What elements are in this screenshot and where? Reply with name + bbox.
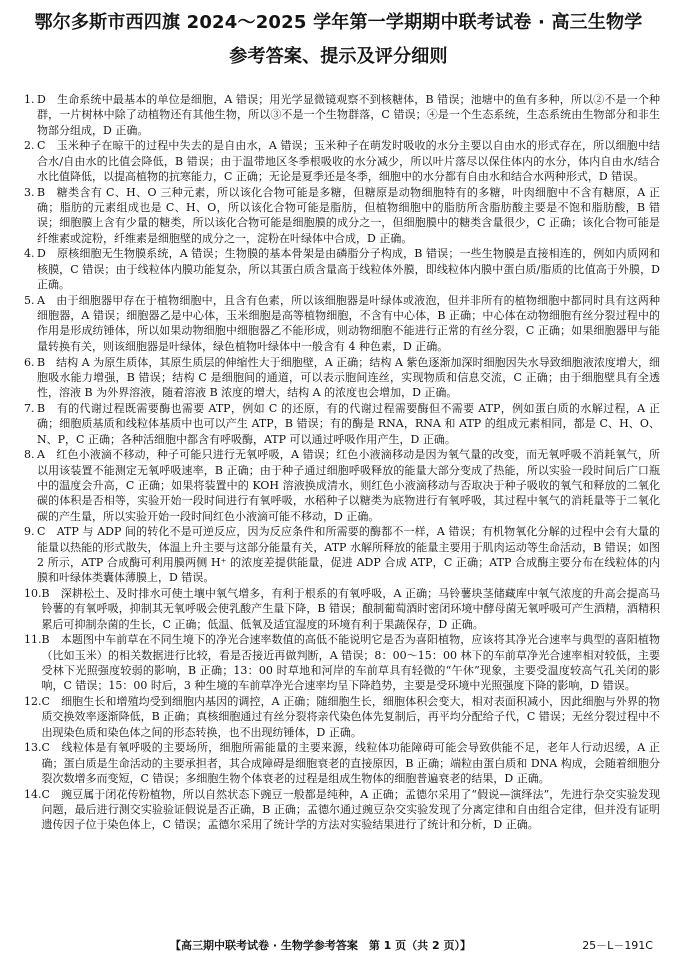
answer-explanation: A 由于细胞器甲存在于植物细胞中，且含有色素，所以该细胞器是叶绿体或液泡，但并非所有的植物细胞中都同时具有这两种细胞器，A 错误；细胞器乙是中心体，玉米细胞是高等植物细胞，不含有中心体，B 正确；中心体在动物细胞有丝分裂过程中的作用是形成纺锤体，所以如果动物细胞中细胞器乙不能形成，则动物细胞不能进行正常的有丝分裂，C 正确；如果细胞器甲与能量转换有关，则该细胞器是叶绿体，绿色植物叶绿体中一般含有 4 种色素，D 正确。 xyxy=(37,293,660,353)
answer-explanation: C ATP 与 ADP 间的转化不是可逆反应，因为反应条件和所需要的酶都不一样，A 错误；有机物氧化分解的过程中会有大量的能量以热能的形式散失，体温上升主要与这部分能量有关，ATP 水解所释放的能量主要用于肌肉运动等生命活动，B 错误；如图 2 所示，ATP 合成酶可利用膜两侧 H⁺ 的浓度差提供能量，促进 ADP 合成 ATP，C 正确；ATP 合成酶主要分布在线粒体的内膜和叶绿体类囊体薄膜上，D 错误。 xyxy=(37,525,660,585)
answer-number: 2. xyxy=(24,139,35,153)
answer-explanation: A 红色小液滴不移动，种子可能只进行无氧呼吸，A 错误；红色小液滴移动是因为氧气量的改变，而无氧呼吸不消耗氧气，所以用该装置不能测定无氧呼吸速率，B 正确；由于种子通过细胞呼吸释放的能量大部分变成了热能，所以实验一段时间后广口瓶中的温度会升高，C 正确；如果将装置中的 KOH 溶液换成清水，则红色小液滴移动与否取决于种子吸收的氧气和释放的二氧化碳的体积是否相等，实验开始一段时间进行有氧呼吸，水稻种子以糖类为底物进行有氧呼吸，其过程中氧气的消耗量等于二氧化碳的产生量，所以实验开始一段时间红色小液滴可能不移动，D 正确。 xyxy=(37,448,660,523)
answer-explanation: C 豌豆属于闭花传粉植物，所以自然状态下豌豆一般都是纯种，A 正确；孟德尔采用了“假说—演绎法”，先进行杂交实验发现问题，最后进行测交实验验证假说是否正确，B 正确；孟德尔通过豌豆杂交实验发现了分离定律和自由组合定律，但并没有证明遗传因子位于染色体上，C 错误；孟德尔采用了统计学的方法对实验结果进行了统计和分析，D 正确。 xyxy=(41,787,660,832)
answer-explanation: C 细胞生长和增殖均受到细胞内基因的调控，A 正确；随细胞生长，细胞体积会变大，相对表面积减小，因此细胞与外界的物质交换效率逐渐降低，B 正确；真核细胞通过有丝分裂将亲代染色体先复制后，再平均分配给子代，C 错误；无丝分裂过程中不出现染色质和染色体之间的形态转换，也不出现纺锤体，D 正确。 xyxy=(41,695,660,739)
answer-explanation: D 原核细胞无生物膜系统，A 错误；生物膜的基本骨架是由磷脂分子构成，B 错误；一些生物膜是直接相连的，例如内质网和核膜，C 错误；由于线粒体内膜功能复杂，所以其蛋白质含量高于线粒体外膜，即线粒体内膜中蛋白质/脂质的比值高于外膜，D 正确。 xyxy=(37,247,660,292)
answer-number: 3. xyxy=(24,185,35,199)
answer-number: 12. xyxy=(24,695,42,709)
footer-page-info: 【高三期中联考试卷 · 生物学参考答案 第 1 页（共 2 页）】 xyxy=(170,939,471,952)
answer-explanation: C 玉米种子在晾干的过程中失去的是自由水，A 错误；玉米种子在萌发时吸收的水分主要以自由水的形式存在，所以细胞中结合水/自由水的比值会降低，B 错误；由于温带地区冬季根吸收的水分减少，所以叶片落尽以保住体内的水分，体内自由水/结合水比值降低，以提高植物的抗寒能力，C 正确；无论是夏季还是冬季，细胞中的水分都有自由水和结合水两种形式，D 错误。 xyxy=(37,139,660,183)
answer-item xyxy=(24,447,660,523)
answer-item xyxy=(24,246,660,292)
answer-item xyxy=(24,293,660,354)
answer-number: 9. xyxy=(24,525,35,539)
answer-number: 5. xyxy=(24,293,35,307)
answer-item xyxy=(24,138,660,184)
answer-item xyxy=(24,92,660,138)
answer-item xyxy=(24,185,660,246)
document-title: 鄂尔多斯市西四旗 2024～2025 学年第一学期期中联考试卷 · 高三生物学 xyxy=(34,12,643,33)
answer-item xyxy=(24,787,660,833)
footer-code: 25－L－191C xyxy=(582,939,653,952)
answer-explanation: B 深耕松土、及时排水可使土壤中氧气增多，有利于根系的有氧呼吸，A 正确；马铃薯块茎储藏库中氧气浓度的升高会提高马铃薯的有氧呼吸，抑制其无氧呼吸会使乳酸产生量下降，B 错误；酿制葡萄酒时密闭环境中酵母菌无氧呼吸可产生酒精，酒精积累后可抑制杂菌的生长，C 正确；低温、低氧及适宜湿度的环境有利于果蔬保存，D 正确。 xyxy=(41,587,660,631)
answer-number: 7. xyxy=(24,401,35,415)
answer-number: 8. xyxy=(24,448,35,462)
page-footer xyxy=(0,937,677,955)
answer-number: 1. xyxy=(24,93,35,106)
answer-explanation: B 糖类含有 C、H、O 三种元素，所以该化合物可能是多糖，但糖原是动物细胞特有的多糖，叶肉细胞中不含有糖原，A 正确；脂肪的元素组成也是 C、H、O，所以该化合物可能是脂肪，但植物细胞中的脂肪所含脂肪酸主要是不饱和脂肪酸，B 错误；细胞膜上含有少量的糖类，所以该化合物可能是细胞膜的成分之一，但细胞膜中的糖类含量很少，C 正确；该化合物可能是纤维素或淀粉，纤维素是细胞壁的成分之一，淀粉在叶绿体中合成，D 正确。 xyxy=(37,185,660,245)
answer-item xyxy=(24,355,660,401)
answer-explanation: B 结构 A 为原生质体，其原生质层的伸缩性大于细胞壁，A 正确；结构 A 紫色逐渐加深时细胞因失水导致细胞液浓度增大，细胞吸水能力增强，B 错误；结构 C 是细胞间的通道，可以表示胞间连丝，实现物质和信息交流，C 正确；由于细胞壁具有全透性，溶液 B 为外界溶液，随着溶液 B 浓度的增大，结构 A 的浓度也会增加，D 正确。 xyxy=(37,355,660,400)
answer-number: 13. xyxy=(24,741,42,755)
answer-list xyxy=(24,92,660,833)
answer-number: 6. xyxy=(24,355,35,369)
answer-item xyxy=(24,586,660,632)
answer-number: 4. xyxy=(24,247,35,261)
answer-number: 10. xyxy=(24,587,42,600)
document-subtitle: 参考答案、提示及评分细则 xyxy=(229,46,448,67)
answer-explanation: B 有的代谢过程既需要酶也需要 ATP，例如 C 的还原，有的代谢过程需要酶但不需要 ATP，例如蛋白质的水解过程，A 正确；细胞质基质和线粒体基质中也可以产生 ATP，B 错误；有的酶是 RNA，RNA 和 ATP 的组成元素相同，都是 C、H、O、N、P，C 正确；各种活细胞中都含有呼吸酶，ATP 可以通过呼吸作用产生，D 正确。 xyxy=(37,401,660,446)
answer-item xyxy=(24,694,660,740)
answer-item xyxy=(24,740,660,786)
answer-explanation: D 生命系统中最基本的单位是细胞，A 错误；用光学显微镜观察不到核糖体，B 错误；池塘中的鱼有多种，所以②不是一个种群，一片树林中除了动植物还有其他生物，所以③不是一个生物群落，C 错误；④是一个生态系统，生态系统由生物部分和非生物部分组成，D 正确。 xyxy=(37,93,660,137)
answer-item xyxy=(24,632,660,693)
answer-explanation: B 本题图中车前草在不同生境下的净光合速率数值的高低不能说明它是否为喜阳植物，应该将其净光合速率与典型的喜阳植物（比如玉米）的相关数据进行比较，看是否接近再做判断，A 错误；8：00～15：00 林下的车前草净光合速率相对较低，主要受林下光照强度较弱的影响，B 正确；13：00 时草地和河岸的车前草具有轻微的“午休”现象，主要受温度较高气孔关闭的影响，C 错误；15：00 时后，3 种生境的车前草净光合速率均呈下降趋势，主要是受环境中光照强度下降的影响，D 错误。 xyxy=(41,633,660,693)
answer-number: 14. xyxy=(24,787,42,801)
answer-item xyxy=(24,524,660,585)
answer-number: 11. xyxy=(24,633,42,647)
answer-item xyxy=(24,401,660,447)
answer-explanation: C 线粒体是有氧呼吸的主要场所，细胞所需能量的主要来源，线粒体功能障碍可能会导致供能不足，老年人行动迟缓，A 正确；蛋白质是生命活动的主要承担者，其合成障碍是细胞衰老的直接原因，B 正确；端粒由蛋白质和 DNA 构成，会随着细胞分裂次数增多而变短，C 错误；多细胞生物个体衰老的过程是组成生物体的细胞普遍衰老的结果，D 正确。 xyxy=(41,741,660,786)
